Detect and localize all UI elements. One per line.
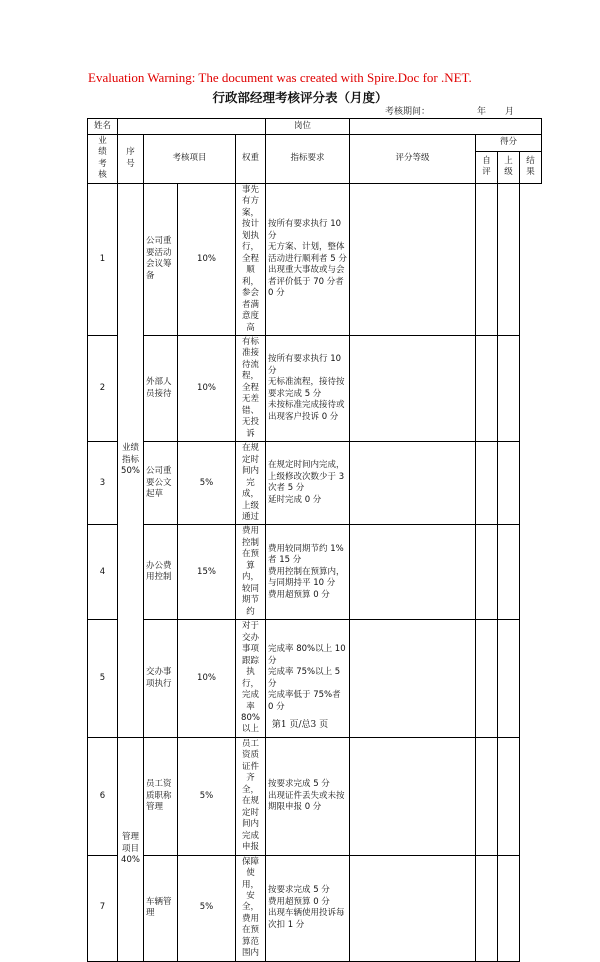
management-category-pct: 40%: [121, 855, 140, 866]
performance-category: [118, 183, 144, 737]
grading-line: 按要求完成 5 分: [268, 779, 330, 790]
grading-line: 延时完成 0 分: [268, 494, 322, 505]
grading-line: 费用超预算 0 分: [268, 589, 330, 600]
grading-line: 出现车辆使用投诉每次扣 1 分: [268, 908, 345, 930]
position-value: [350, 119, 542, 135]
requirement-header: 指标要求: [266, 135, 350, 184]
superior-score-header: [498, 151, 520, 183]
grading-line: 按要求完成 5 分: [268, 885, 330, 896]
row-item: 员工资质职称管理: [144, 737, 178, 855]
outer-category-label: 业 绩 考 核: [98, 136, 107, 181]
evaluation-table: [87, 118, 542, 962]
row-grading: [266, 183, 350, 335]
row-superior-score: [476, 183, 498, 335]
outer-category-cell: [88, 135, 118, 184]
period-month-label: 月: [505, 107, 515, 117]
self-score-header: [476, 151, 498, 183]
row-seq: 5: [88, 620, 118, 738]
row-self-score: [350, 737, 476, 855]
row-self-score: [350, 855, 476, 961]
score-header: 得分: [476, 135, 542, 152]
grading-line: 按所有要求执行 10 分: [268, 219, 342, 241]
row-result-score: [498, 737, 520, 855]
row-superior-score: [476, 737, 498, 855]
grading-line: 完成率低于 75%者 0 分: [268, 690, 341, 712]
row-superior-score: [476, 525, 498, 620]
management-category-label-1: 管理: [121, 832, 139, 843]
row-grading: [266, 335, 350, 441]
row-item: 车辆管理: [144, 855, 178, 961]
row-seq: 6: [88, 737, 118, 855]
evaluation-warning: Evaluation Warning: The document was created with Spire.Doc for .NET.: [88, 70, 472, 85]
row-weight: 5%: [178, 442, 236, 525]
row-item: 公司重要公文起草: [144, 442, 178, 525]
row-requirement: 费用控制在预算内，较同期节约: [236, 525, 266, 620]
performance-category-label: 业绩指标: [121, 443, 139, 465]
row-requirement: 事先有方案，按计划执行，全程顺利，参会者满意度高: [236, 183, 266, 335]
row-seq: 1: [88, 183, 118, 335]
row-self-score: [350, 525, 476, 620]
grading-line: 无标准流程，接待按要求完成 5 分: [268, 377, 345, 399]
row-result-score: [498, 525, 520, 620]
row-item: 交办事项执行: [144, 620, 178, 738]
row-self-score: [350, 442, 476, 525]
row-weight: 10%: [178, 620, 236, 738]
row-item: 办公费用控制: [144, 525, 178, 620]
row-self-score: [350, 183, 476, 335]
row-grading: [266, 442, 350, 525]
grading-line: 费用较同期节约 1%者 15 分: [268, 543, 344, 566]
row-seq: 3: [88, 442, 118, 525]
name-value: [118, 119, 266, 135]
name-row: [88, 119, 542, 135]
item-header: 考核项目: [144, 135, 236, 184]
row-item: 外部人员接待: [144, 335, 178, 441]
row-grading: [266, 737, 350, 855]
row-requirement: 对于交办事项跟踪执行，完成率 80%以上: [236, 620, 266, 738]
row-result-score: [498, 183, 520, 335]
row-weight: 10%: [178, 335, 236, 441]
header-row: [88, 135, 542, 152]
result-score-header: [520, 151, 542, 183]
row-requirement: 保障使用，安全，费用在预算范围内: [236, 855, 266, 961]
table-row: [88, 525, 542, 620]
superior-score-header-label: 上 级: [504, 155, 513, 178]
table-row: [88, 335, 542, 441]
row-grading: [266, 525, 350, 620]
row-weight: 10%: [178, 183, 236, 335]
document-title: 行政部经理考核评分表（月度）: [212, 90, 388, 105]
grading-line: 在规定时间内完成，上级修改次数少于 3 次者 5 分: [268, 460, 345, 494]
page-footer: 第1 页/总3 页: [271, 720, 329, 730]
row-result-score: [498, 855, 520, 961]
row-weight: 5%: [178, 855, 236, 961]
weight-header: 权重: [236, 135, 266, 184]
table-row: [88, 737, 542, 855]
period-label: 考核期间：: [385, 107, 431, 117]
row-superior-score: [476, 855, 498, 961]
table-row: [88, 855, 542, 961]
row-self-score: [350, 335, 476, 441]
grading-line: 费用控制在预算内，与同期持平 10 分: [268, 566, 345, 589]
row-weight: 5%: [178, 737, 236, 855]
row-superior-score: [476, 442, 498, 525]
row-superior-score: [476, 335, 498, 441]
row-requirement: 在规定时间内完成，上级通过: [236, 442, 266, 525]
grading-line: 出现证件丢失或未按期限申报 0 分: [268, 790, 345, 812]
row-result-score: [498, 335, 520, 441]
name-label: 姓名: [88, 119, 118, 135]
grading-line: 未按标准完成接待或出现客户投诉 0 分: [268, 400, 345, 422]
row-item: 公司重要活动会议筹备: [144, 183, 178, 335]
grading-line: 按所有要求执行 10 分: [268, 354, 342, 376]
self-score-header-label: 自 评: [482, 155, 491, 178]
seq-header-label: 序 号: [126, 147, 135, 169]
row-grading: [266, 855, 350, 961]
row-requirement: 员工资质证件齐全，在规定时间内完成申报: [236, 737, 266, 855]
result-score-header-label: 结 果: [526, 155, 535, 178]
grading-header: 评分等级: [350, 135, 476, 184]
row-seq: 7: [88, 855, 118, 961]
row-seq: 4: [88, 525, 118, 620]
grading-line: 无方案、计划，整体活动进行顺利者 5 分: [268, 242, 347, 264]
table-row: [88, 183, 542, 335]
management-category: [118, 737, 144, 961]
row-seq: 2: [88, 335, 118, 441]
period-year-label: 年: [477, 107, 487, 117]
position-label: 岗位: [266, 119, 350, 135]
table-row: [88, 442, 542, 525]
grading-line: 完成率 80%以上 10 分: [268, 644, 346, 666]
row-requirement: 有标准接待流程，全程无差错、无投诉: [236, 335, 266, 441]
management-category-label-2: 项目: [121, 843, 139, 854]
row-weight: 15%: [178, 525, 236, 620]
grading-line: 完成率 75%以上 5 分: [268, 667, 341, 689]
performance-category-pct: 50%: [121, 466, 140, 477]
row-result-score: [498, 442, 520, 525]
grading-line: 费用超预算 0 分: [268, 896, 330, 907]
seq-header: [118, 135, 144, 184]
grading-line: 出现重大事故或与会者评价低于 70 分者 0 分: [268, 265, 345, 299]
